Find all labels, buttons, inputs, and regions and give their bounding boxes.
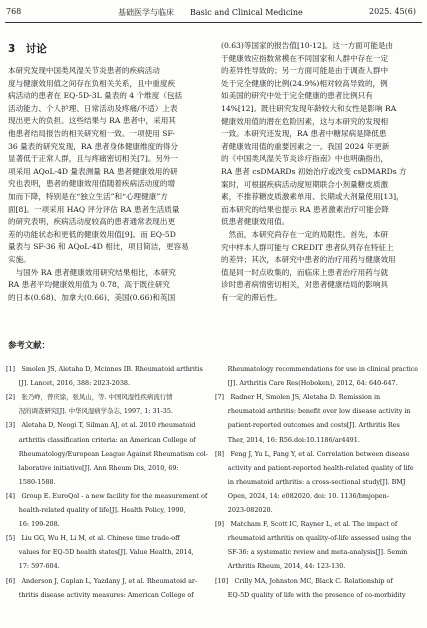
body-text-line: RA 患者 csDMARDs 初始治疗或改变 csDMARDs 方 [221,167,407,176]
references-heading: 参考文献： [8,340,50,350]
body-text-line: 而本研究的结果也提示 RA 患者激素治疗可能会降 [221,204,389,214]
body-text-line: 与国外 RA 患者健康效用研究结果相比，本研究 [8,267,176,277]
reference-line: [6] Anderson J, Caplan L, Yazdany J, et al. Rheumatoid ar- [6,576,198,585]
reference-line: EQ-5D quality of life with the presence of co-morbidity [215,590,406,599]
reference-line: Rheumatology recommendations for use in clinical practice [215,365,419,373]
journal-title: 基础医学与临床 Basic and Clinical Medicine [118,8,303,17]
reference-line: laborative initiative[J]. Ann Rheum Dis, 2010, 69: [6,463,179,472]
reference-line: Rheumatology/European League Against Rheumatism col- [6,449,208,458]
body-text-line: 素，不推荐糖皮质激素单用、长期或大剂量使用[13]， [221,192,404,202]
body-text-line: 处于完全健康的比例(24.9%)相对较高导致的，例 [221,78,388,88]
reference-line: Ther, 2014, 16: R56.doi:10.1186/ar4491. [215,435,360,444]
body-text-line: 的差异性导致的；另一方面可能是由于调查人群中 [221,66,389,76]
body-text-line: 然而，本研究尚存在一定的局限性。首先，本研 [221,230,389,239]
reference-line: 1580-1588. [6,477,56,486]
body-text-line: 值是同一时点收集的，而临床上患者治疗用药与就 [221,267,389,277]
issue-label: 2025. 45(6) [369,7,416,16]
reference-line: in rheumatoid arthritis: a cross-sectional study[J]. BMJ [215,477,406,486]
body-text-line: 诊时患者病情密切相关，对患者健康结局的影响具 [221,280,389,290]
body-text-line: 活动能力、个人护理、日常活动及疼痛/不适）上表 [8,103,178,113]
body-text-line: 度与健康效用值之间存在负相关关系，且中重度疾 [8,78,176,88]
body-text-line: 一致。本研究还发现，RA 患者中糖尿病是降低患 [221,129,387,139]
reference-line: rheumatoid arthritis: benefit over low disease activity in [215,407,411,416]
body-text-line: 他患者结局报告的相关研究相一致。一项使用 SF- [8,129,175,138]
reference-line: patient-reported outcomes and costs[J]. Arthritis Res [215,421,400,430]
body-text-line: 显著低于正常人群，且与疼痛密切相关[7]。另外一 [8,154,179,164]
reference-line: values for EQ-5D health states[J]. Value Health, 2014, [6,548,194,557]
body-text-line: 的研究表明，疾病活动度较高的患者通常表现出更 [8,217,176,227]
body-text-line: 低患者健康效用值。 [221,217,290,227]
body-text-line: 的《中国类风湿关节炎诊疗指南》中也明确指出， [221,154,389,164]
reference-line: health-related quality of life[J]. Health Policy, 1990, [6,506,186,514]
body-text-line: 如美国的研究中处于完全健康的患者比例只有 [221,91,373,101]
reference-line: [7] Radner H, Smolen JS, Aletaha D. Remission in [215,393,381,402]
body-text-line: 究也表明，患者的健康效用值随着疾病活动度的增 [8,179,176,189]
reference-line: 16: 199-208. [6,520,60,529]
reference-line: activity and patient-reported health-related quality of life [215,463,414,472]
reference-line: [J]. Arthritis Care Res(Hoboken), 2012, 64: 640-647. [215,379,398,388]
body-text-line: 量表与 SF-36 和 AQoL-4D 相比，项目简洁，更容易 [8,242,189,252]
reference-line: Open, 2024, 14: e082020. doi: 10. 1136/bmjopen- [215,491,389,500]
body-text-line: 现出更大的负担。这些结果与 RA 患者中，采用其 [8,116,176,126]
body-text-line: 14%[12]。既往研究发现年龄较大和女性是影响 RA [221,104,397,113]
body-text-line: RA 患者平均健康效用值为 0.78，高于既往研究 [8,280,171,290]
header-rule [5,22,422,23]
reference-line: [2] 张乃峥，曾庆馀，张凤山，等. 中国风湿性疾病流行情 [6,393,173,402]
reference-line: 2023-082020. [215,506,273,514]
page-number: 768 [6,7,22,16]
body-text-line: 项采用 AQoL-4D 量表测量 RA 患者健康效用的研 [8,166,178,176]
section-heading: 3 讨论 [8,43,47,55]
body-text-line: 究中样本人群可能与 CREDIT 患者队列存在特征上 [221,242,394,252]
body-text-line: 案时，可根据疾病活动度短期联合小剂量糖皮质激 [221,179,389,189]
body-text-line: 面[8]。一项采用 HAQ 评分评估 RA 患者生活质量 [8,204,180,214]
body-text-line: 加而下降，特别是在“独立生活”和“心理健康”方 [8,192,168,201]
body-text-line: 的日本(0.68)、加拿大(0.66)、美国(0.66)和英国 [8,292,176,302]
reference-line: Arthritis Rheum, 2014, 44: 123-130. [215,562,346,571]
body-text-line: (0.63)等国家的报告值[10-12]。这一方面可能是由 [221,41,394,50]
body-text-line: 有一定的滞后性。 [221,293,282,302]
body-text-line: 实施。 [8,255,31,264]
body-text-line: 者健康效用值的重要因素之一。我国 2024 年更新 [221,141,390,151]
reference-line: [10] Crilly MA, Johnston MC, Black C. Relationship of [215,576,393,585]
reference-line: [5] Liu GG, Wu H, Li M, et al. Chinese time trade-off [6,534,180,543]
reference-line: [1] Smolen JS, Aletaha D, Mcinnes IB. Rheumatoid arthritis [6,365,203,373]
body-text-line: 病活动的患者在 EQ-5D-3L 量表的 4 个维度（包括 [8,91,183,101]
reference-line: rheumatoid arthritis on quality-of-life assessed using the [215,534,412,543]
reference-line: arthritis classification criteria: an American College of [6,435,196,444]
reference-line: [9] Matcham F, Scott IC, Rayner L, et al. The impact of [215,520,398,529]
reference-line: 17: 597-604. [6,562,60,571]
body-text-line: 36 量表的研究发现，RA 患者身体健康维度的得分 [8,141,178,151]
body-text-line: 于健康效应指数常模在不同国家和人群中存在一定 [221,53,389,63]
body-text-line: 的差异；其次，本研究中患者的治疗用药与健康效用 [221,255,396,265]
reference-line: [4] Group E. EuroQol - a new facility for the measurement of [6,491,208,500]
reference-line: [3] Aletaha D, Neogi T, Silman AJ, et al. 2010 rheumatoid [6,421,196,430]
body-text-line: 健康效用值的潜在危险因素，这与本研究的发现相 [221,116,389,126]
body-text-line: 本研究发现中国类风湿关节炎患者的疾病活动 [8,66,160,75]
reference-line: 况的调查研究[J]. 中华风湿病学杂志, 1997, 1: 31-35. [6,407,173,416]
reference-line: thritis disease activity measures: American College of [6,590,194,599]
reference-line: SF-36: a systematic review and meta-analysis[J]. Semin [215,548,408,557]
body-text-line: 差的功能状态和更低的健康效用值[9]。而 EQ-5D [8,229,176,239]
reference-line: [J]. Lancet, 2016, 388: 2023-2038. [6,379,130,388]
reference-line: [8] Feng J, Yu L, Fang Y, et al. Correlation between disease [215,449,410,458]
